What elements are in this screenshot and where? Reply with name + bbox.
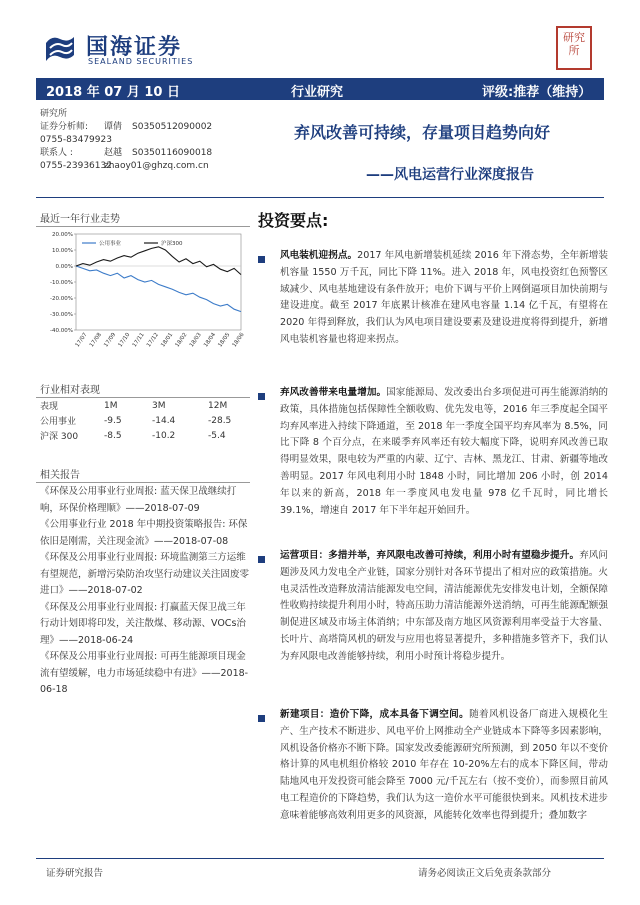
performance-table [40,398,240,443]
report-type: 行业研究 [291,85,344,100]
report-title: 弃风改善可持续，存量项目趋势向好 [294,123,551,142]
footer-right: 请务必阅读正文后免责条款部分 [418,868,552,879]
institute-seal: 研究所 [556,26,592,70]
table-header-row [40,398,240,413]
related-section-rule [36,482,250,483]
company-name-cn: 国海证券 [86,35,183,60]
footer-left: 证券研究报告 [46,868,104,879]
analyst-name: 谭倩 [104,122,123,132]
trend-section-title: 最近一年行业走势 [40,214,120,225]
y-tick-label: -40.00% [50,328,73,334]
series-line [76,247,241,275]
table-header-cell: 表现 [40,402,59,412]
x-tick-label: 17/11 [131,331,146,349]
table-cell: -28.5 [208,415,232,426]
y-tick-label: 0.00% [55,264,73,270]
point-paragraph: 弃风改善带来电量增加。国家能源局、发改委出台多项促进可再生能源消纳的政策，具体措施包括保障性全额收购、优先发电等，2016 年三季度起全国平均弃风率进入持续下降通道，至 2018 年一季度全国平均弃风率为 8.5%，同比下降 8 个百分点，在来暖季弃风率还有较大幅度下降，说明弃风改善已取得明显效果，限电较为严重的内蒙、辽宁、吉林、黑龙江、甘肃、新疆等地改善明显。2017 年风电利用小时 1848 小时，同比增加 206 小时，创 2014 年以来的新高，2018 年一季度风电发电量 978 亿千瓦时，同比增长 39.1%，增速自 2017 年下半年起开始回升。 [280,387,609,516]
legend-label: 公用事业 [99,241,122,247]
related-section-title: 相关报告 [40,470,80,481]
x-tick-label: 18/05 [217,331,232,349]
y-tick-label: 10.00% [52,248,73,254]
header-bar [36,78,604,100]
trend-chart [36,230,250,350]
table-cell: -14.4 [152,415,176,426]
y-tick-label: -20.00% [50,296,73,302]
x-tick-label: 18/01 [160,331,175,349]
x-tick-label: 17/10 [117,331,132,349]
related-report-list [40,484,254,699]
company-logo-icon [42,31,78,67]
bullet-icon [258,715,265,722]
table-cell: 公用事业 [40,417,77,427]
point-paragraph: 风电装机迎拐点。2017 年风电新增装机延续 2016 年下滑态势，全年新增装机容量 1550 万千瓦，同比下降 11%。进入 2018 年，风电投资红色预警区域减少、风电基地建设有条件放开；电价下调与平价上网倒逼项目加快前期与建设进度。截至 2017 年底累计核准在建风电容量 1.14 亿千瓦，有望将在 2020 年得到释放，我们认为风电项目建设要素及建设进度将得到提升，新增风电装机容量也将迎来拐点。 [280,250,608,345]
table-cell: -10.2 [152,430,176,441]
x-tick-label: 17/12 [145,331,161,349]
trend-section-rule [36,226,250,227]
point-paragraph: 运营项目：多措并举，弃风限电改善可持续，利用小时有望稳步提升。弃风问题涉及风力发电全产业链，国家分别针对各环节提出了相对应的政策措施。火电灵活性改造释放清洁能源发电空间，清洁能源优先安排发电计划，全额保障性收购持续提升利用小时，特高压助力清洁能源外送消纳，可再生能源配额强制促进区域及市场主体消纳；中东部及南方地区风资源利用率受益于大容量、长叶片、高塔筒风机的研发与应用也将显著提升，多种措施多管齐下，我们认为弃风限电改善能够持续，利用小时预计将稳步提升。 [280,550,609,662]
series-line [76,266,241,312]
x-tick-label: 18/06 [231,331,246,349]
contact-label: 联系人 : [40,148,73,158]
bullet-icon [258,393,265,400]
performance-section-title: 行业相对表现 [40,385,100,396]
related-report-link[interactable]: 《环保及公用事业行业周报: 可再生能源项目现金流有望缓解，电力市场延续稳中有进》——2018-06-18 [40,651,249,695]
table-header-cell: 1M [104,400,118,411]
x-tick-label: 18/02 [174,331,189,349]
company-name-en: SEALAND SECURITIES [88,57,194,66]
contact-phone: 0755-23936132 [40,161,112,171]
table-row [40,413,240,428]
x-tick-label: 17/08 [88,331,103,349]
report-date: 2018 年 07 月 10 日 [46,85,180,100]
title-divider [36,197,604,198]
institute-label: 研究所 [40,109,68,119]
contact-name: 赵越 [104,148,123,158]
y-tick-label: 20.00% [52,232,73,238]
report-subtitle: ——风电运营行业深度报告 [366,167,534,183]
legend-label: 沪深300 [161,241,183,247]
investment-points-heading: 投资要点: [258,211,329,230]
related-report-link[interactable]: 《环保及公用事业行业周报: 打赢蓝天保卫战三年行动计划即将印发，关注散煤、移动源、VOCs治理》——2018-06-24 [40,601,246,646]
table-cell: 沪深 300 [40,432,79,442]
rating: 评级:推荐（维持） [482,85,592,100]
y-tick-label: -30.00% [50,312,73,318]
analyst-phone: 0755-83479923 [40,135,112,145]
bullet-icon [258,556,265,563]
analyst-cert: S0350512090002 [132,122,213,132]
contact-cert: S0350116090018 [132,148,213,158]
related-report-link[interactable]: 《环保及公用事业行业周报: 环境监测第三方运维有望规范，新增污染防治攻坚行动建议关注固废零进口》——2018-07-02 [40,552,250,596]
x-tick-label: 18/04 [203,331,218,349]
y-tick-label: -10.00% [50,280,73,286]
table-header-cell: 12M [208,400,228,411]
table-cell: -9.5 [104,415,122,426]
x-tick-label: 18/03 [188,331,203,349]
bullet-icon [258,256,265,263]
table-row [40,428,240,443]
analyst-label: 证券分析师: [40,122,89,132]
related-report-link[interactable]: 《公用事业行业 2018 年中期投资策略报告: 环保依旧是刚需，关注现金流》——2018-07-08 [40,519,248,547]
chart-plot-area [76,234,241,330]
related-report-link[interactable]: 《环保及公用事业行业周报: 蓝天保卫战继续打响，环保价格理顺》——2018-07-09 [40,486,237,514]
footer-divider [36,858,604,859]
table-cell: -5.4 [208,430,226,441]
point-paragraph: 新建项目：造价下降，成本具备下调空间。随着风机设备厂商进入规模化生产、生产技术不断进步、风电平价上网推动全产业链成本下降等多因素影响，风机设备价格亦不断下降。国家发改委能源研究所预测，到 2050 年以不变价格计算的风电机组价格较 2010 年存在 10-20%左右的成本下降区间，带动陆地风电开发投资可能会降至 7000 元/千瓦左右（按不变价），而参照目前风电工程造价的下降趋势，我们认为这一造价水平可能很快到来。风机技术进步意味着能够高效利用更多的风资源，风能转化效率也得到提升；叠加数字 [280,709,608,821]
table-header-cell: 3M [152,400,166,411]
x-tick-label: 17/07 [74,331,89,349]
table-cell: -8.5 [104,430,122,441]
x-tick-label: 17/09 [103,331,118,349]
contact-email: zhaoy01@ghzq.com.cn [104,161,209,171]
